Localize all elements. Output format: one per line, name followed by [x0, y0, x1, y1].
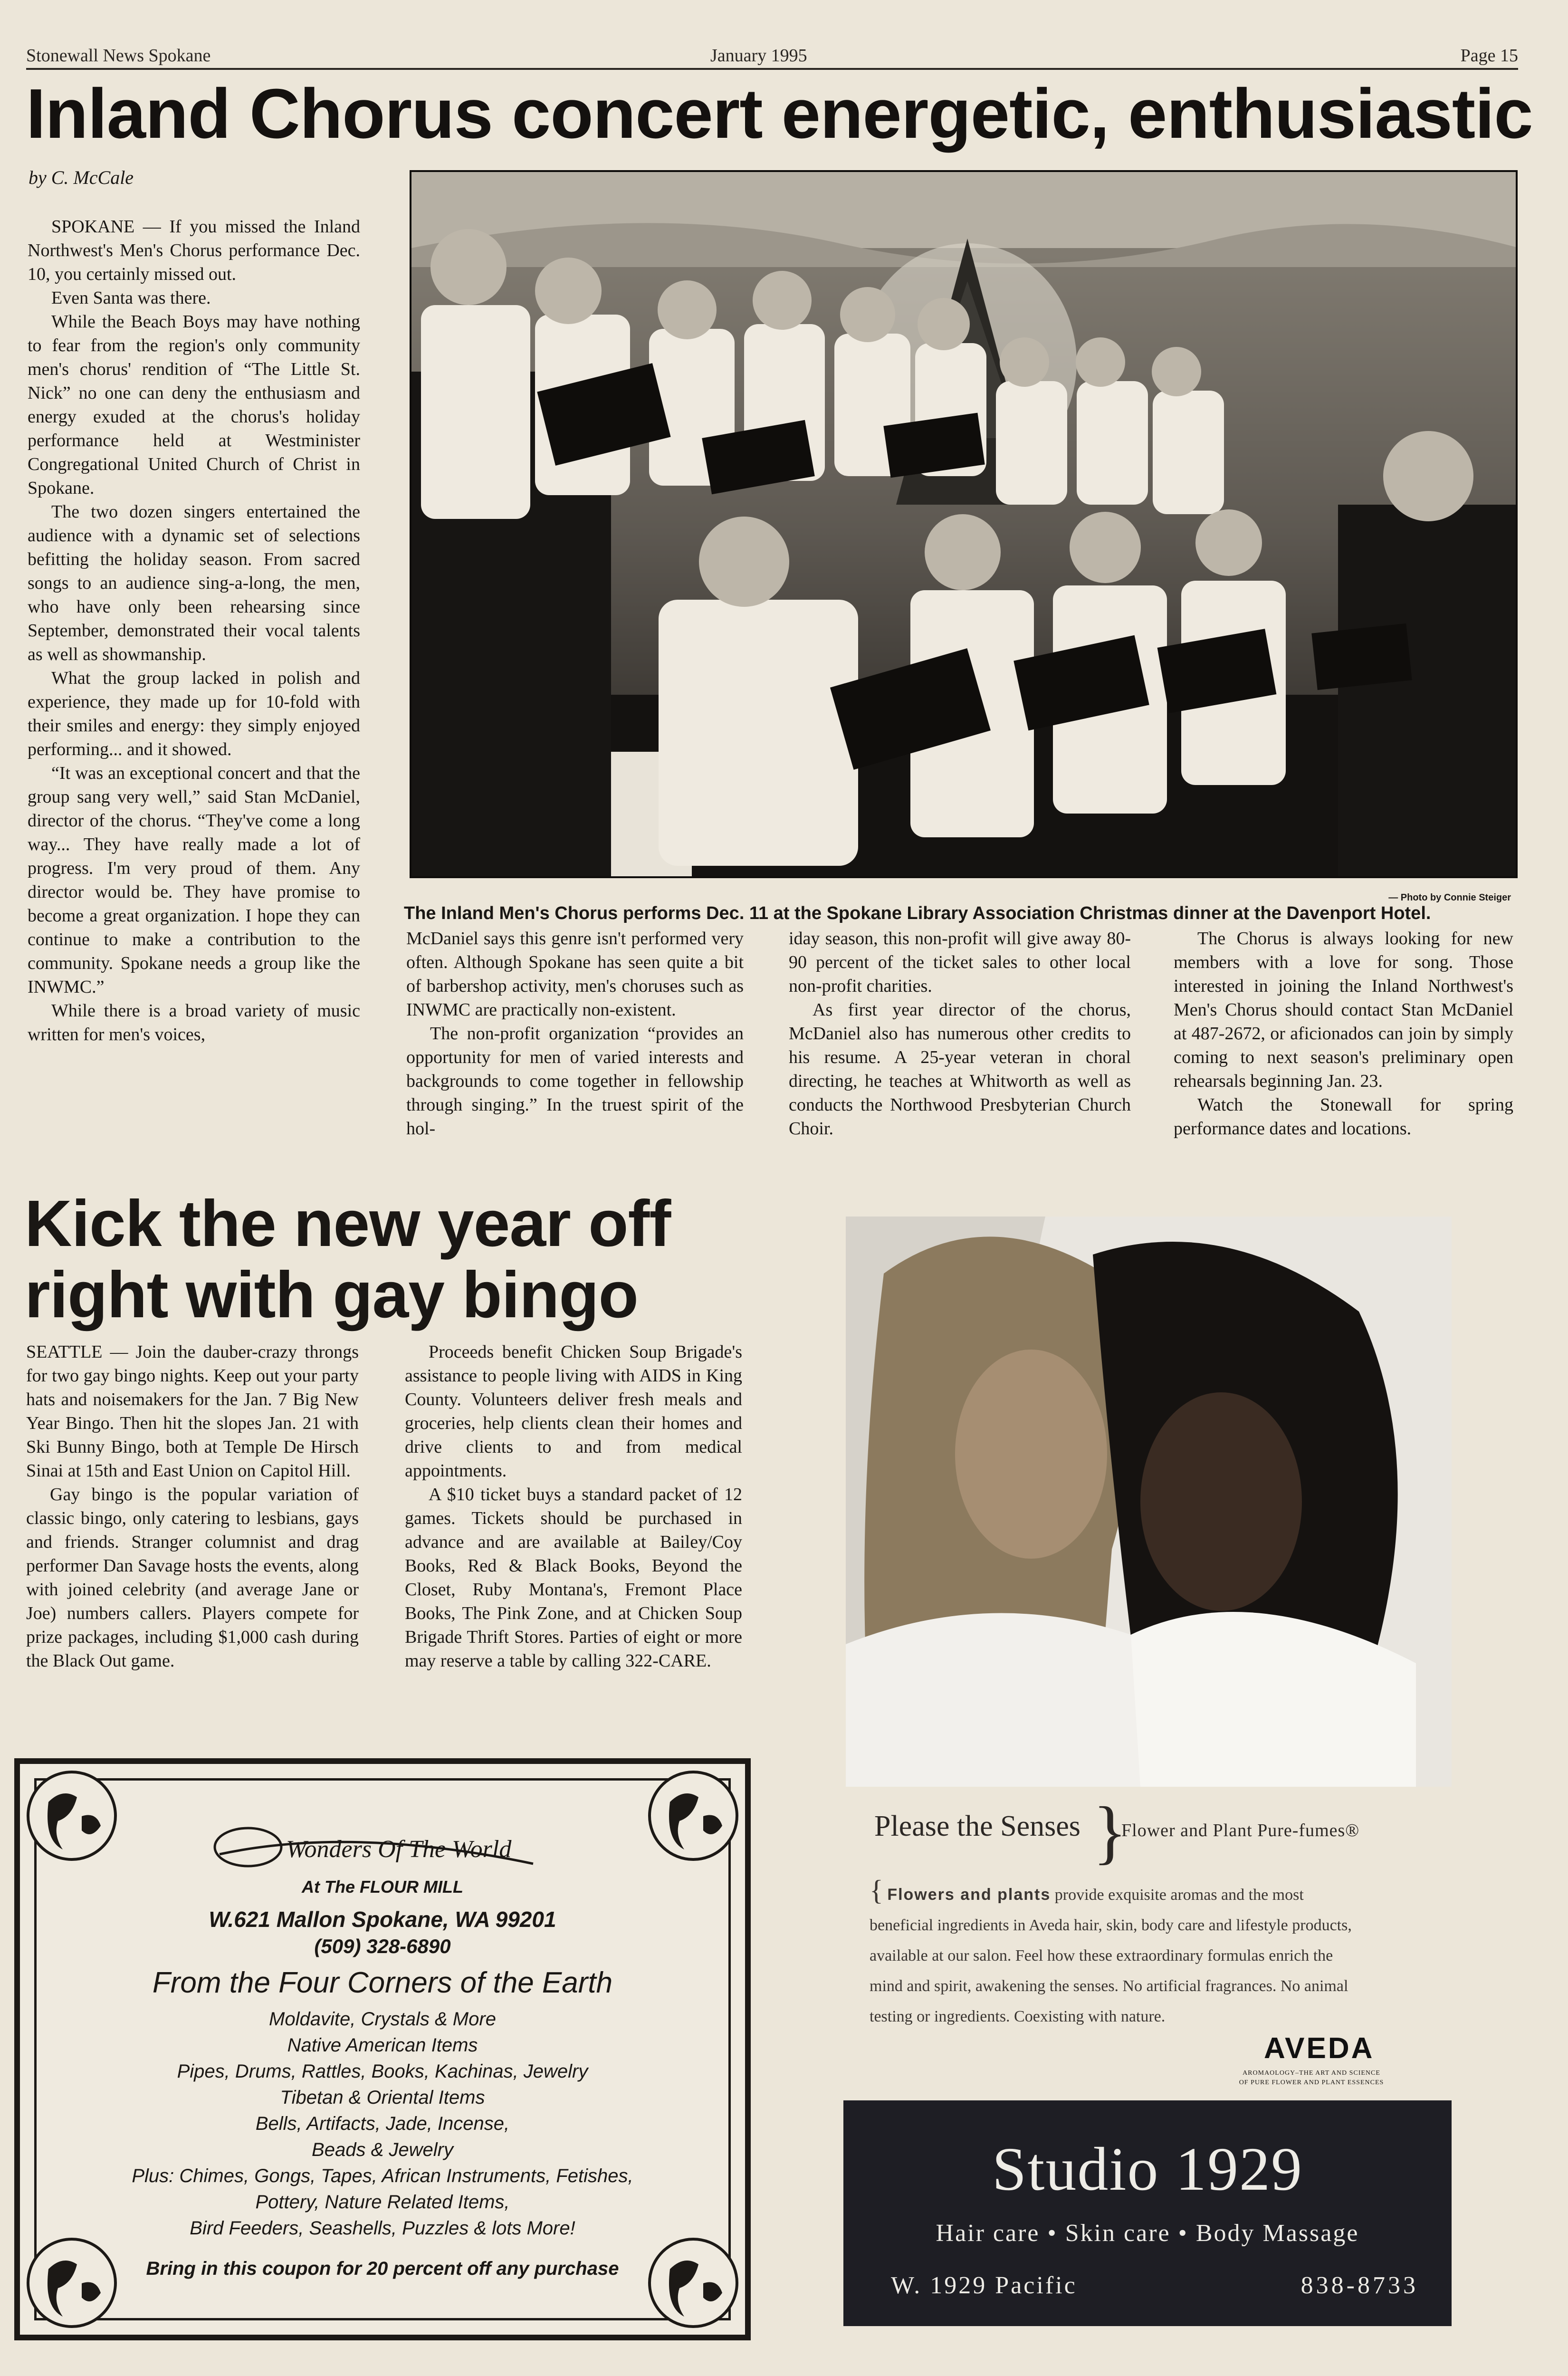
- bingo-headline-line-1: Kick the new year off: [25, 1187, 671, 1260]
- wonders-tagline: From the Four Corners of the Earth: [152, 1966, 613, 1999]
- bingo-headline: [25, 1188, 766, 1331]
- aveda-body: [870, 1875, 1364, 2032]
- paragraph: A $10 ticket buys a standard packet of 12 games. Tickets should be purchased in advance and are available at Bailey/Coy Books, Red & Black Books, Beyond the Closet, Ruby Montana's, Fremont Place Books, The Pink Zone, and at Chicken Soup Brigade Thrift Stores. Parties of eight or more may reserve a table by calling 322-CARE.: [405, 1485, 742, 1671]
- running-head: [26, 45, 1518, 70]
- globe-icon: [27, 1771, 117, 1861]
- couple-photo-image: [846, 1217, 1452, 1787]
- wonders-item: Bells, Artifacts, Jade, Incense,: [255, 2113, 510, 2134]
- issue-date: January 1995: [710, 46, 807, 66]
- paragraph: While there is a broad variety of music written for men's voices,: [28, 1001, 360, 1044]
- wonders-address: W.621 Mallon Spokane, WA 99201: [209, 1907, 556, 1932]
- paragraph: Watch the Stonewall for spring performance dates and locations.: [1174, 1095, 1513, 1139]
- aveda-ad-photo: [846, 1217, 1452, 1787]
- aveda-logo: AVEDA: [1264, 2032, 1375, 2065]
- paragraph: While the Beach Boys may have nothing to fear from the region's only community men's chorus' rendition of “The Little St. Nick” no one can deny the enthusiasm and energy exuded at the chorus's holiday performance held at Westminister Congregational United Church of Christ in Spokane.: [28, 312, 360, 498]
- studio-1929-ad: [843, 2100, 1452, 2326]
- bingo-headline-line-2: right with gay bingo: [25, 1258, 638, 1332]
- bingo-column-1: [26, 1340, 359, 1673]
- article-column-2: [406, 927, 744, 1140]
- wonders-item: Tibetan & Oriental Items: [280, 2087, 485, 2108]
- wonders-logo: [210, 1821, 543, 1873]
- wonders-of-the-world-ad: [14, 1758, 751, 2340]
- aveda-subhead: Flower and Plant Pure-fumes®: [1121, 1820, 1360, 1840]
- aveda-tagline-2: OF PURE FLOWER AND PLANT ESSENCES: [1239, 2079, 1384, 2086]
- studio-phone: 838-8733: [1300, 2272, 1418, 2299]
- wonders-item: Beads & Jewelry: [312, 2139, 453, 2160]
- paragraph: “It was an exceptional concert and that the group sang very well,” said Stan McDaniel, director of the chorus. “They've come a long way... They have really made a lot of progress. I'm very proud of them. Any director would be. They have promise to become a great organization. I hope they can continue to make a contribution to the community. Spokane needs a group like the INWMC.”: [28, 763, 360, 997]
- wonders-subtitle: At The FLOUR MILL: [302, 1877, 463, 1897]
- chorus-photo-image: [411, 172, 1518, 878]
- wonders-logo-text: Wonders Of The World: [286, 1836, 512, 1863]
- aveda-tagline-1: AROMAOLOGY–THE ART AND SCIENCE: [1243, 2069, 1380, 2077]
- chorus-photo: [410, 170, 1518, 878]
- paragraph: iday season, this non-profit will give away 80-90 percent of the ticket sales to other local non-profit charities.: [789, 929, 1131, 996]
- photo-credit: — Photo by Connie Steiger: [1388, 892, 1511, 903]
- paragraph: Gay bingo is the popular variation of classic bingo, only catering to lesbians, gays and friends. Stranger columnist and drag performer Dan Savage hosts the events, along with joined celebrity (and average Jane or Joe) numbers callers. Players compete for prize packages, including $1,000 cash during the Black Out game.: [26, 1485, 359, 1671]
- article-headline: Inland Chorus concert energetic, enthusiastic: [26, 75, 1533, 153]
- paragraph: McDaniel says this genre isn't performed very often. Although Spokane has seen quite a bit of barbershop activity, men's choruses such as INWMC are practically non-existent.: [406, 929, 744, 1020]
- bingo-column-2: [405, 1340, 742, 1673]
- paragraph: As first year director of the chorus, McDaniel also has numerous other credits to his resume. A 25-year veteran in choral directing, he teaches at Whitworth as well as conducts the Northwood Presbyterian Church Choir.: [789, 1000, 1131, 1139]
- publication-name: Stonewall News Spokane: [26, 46, 211, 66]
- paragraph: SPOKANE — If you missed the Inland Northwest's Men's Chorus performance Dec. 10, you certainly missed out.: [28, 217, 360, 284]
- wonders-coupon: Bring in this coupon for 20 percent off any purchase: [146, 2258, 619, 2279]
- byline: by C. McCale: [29, 167, 134, 188]
- globe-icon: [27, 2238, 117, 2328]
- wonders-item: Plus: Chimes, Gongs, Tapes, African Instruments, Fetishes,: [132, 2165, 633, 2186]
- wonders-item: Pipes, Drums, Rattles, Books, Kachinas, Jewelry: [177, 2061, 588, 2082]
- brace-glyph: }: [1093, 1792, 1127, 1871]
- article-column-3: [789, 927, 1131, 1140]
- paragraph: Proceeds benefit Chicken Soup Brigade's assistance to people living with AIDS in King County. Volunteers deliver fresh meals and groceries, help clients clean their homes and drive clients to and from medical appointments.: [405, 1342, 742, 1481]
- studio-name: Studio 1929: [992, 2135, 1303, 2204]
- globe-icon: [648, 2238, 738, 2328]
- paragraph: The non-profit organization “provides an opportunity for men of varied interests and backgrounds to come together in fellowship through singing.” In the truest spirit of the hol-: [406, 1024, 744, 1139]
- globe-icon: [648, 1771, 738, 1861]
- aveda-ad: [846, 1787, 1452, 2115]
- paragraph: SEATTLE — Join the dauber-crazy throngs for two gay bingo nights. Keep out your party hats and noisemakers for the Jan. 7 Big New Year Bingo. Then hit the slopes Jan. 21 with Ski Bunny Bingo, both at Temple De Hirsch Sinai at 15th and East Union on Capitol Hill.: [26, 1342, 359, 1481]
- article-column-1: [28, 215, 360, 1046]
- wonders-item: Bird Feeders, Seashells, Puzzles & lots More!: [190, 2218, 575, 2239]
- paragraph: Even Santa was there.: [51, 288, 211, 308]
- aveda-body-lead: Flowers and plants: [887, 1886, 1051, 1904]
- paragraph: The Chorus is always looking for new members with a love for song. Those interested in joining the Inland Northwest's Men's Chorus should contact Stan McDaniel at 487-2672, or aficionados can join by simply coming to next season's preliminary open rehearsals beginning Jan. 23.: [1174, 929, 1513, 1091]
- article-column-4: [1174, 927, 1513, 1140]
- photo-caption: The Inland Men's Chorus performs Dec. 11 at the Spokane Library Association Christmas dinner at the Davenport Hotel.: [404, 903, 1431, 923]
- aveda-headline: Please the Senses: [874, 1810, 1080, 1842]
- wonders-item: Moldavite, Crystals & More: [269, 2009, 496, 2030]
- brace-open-glyph: {: [870, 1875, 883, 1906]
- paragraph: What the group lacked in polish and experience, they made up for 10-fold with their smiles and energy: they simply enjoyed performing... and it showed.: [28, 668, 360, 759]
- studio-services: Hair care • Skin care • Body Massage: [936, 2220, 1359, 2247]
- wonders-phone: (509) 328-6890: [314, 1935, 451, 1957]
- studio-address: W. 1929 Pacific: [891, 2272, 1077, 2299]
- wonders-item: Pottery, Nature Related Items,: [255, 2192, 510, 2213]
- page-number: Page 15: [1460, 46, 1518, 66]
- wonders-item: Native American Items: [287, 2035, 478, 2056]
- paragraph: The two dozen singers entertained the audience with a dynamic set of selections befitting the holiday season. From sacred songs to an audience sing-a-long, the men, who have only been rehearsing since September, demonstrated their vocal talents as well as showmanship.: [28, 502, 360, 664]
- aveda-body-text: provide exquisite aromas and the most beneficial ingredients in Aveda hair, skin, body care and lifestyle products, available at our salon. Feel how these extraordinary formulas enrich the mind and spirit, awakening the senses. No artificial fragrances. No animal testing or ingredients. Coexisting with nature.: [870, 1886, 1352, 2025]
